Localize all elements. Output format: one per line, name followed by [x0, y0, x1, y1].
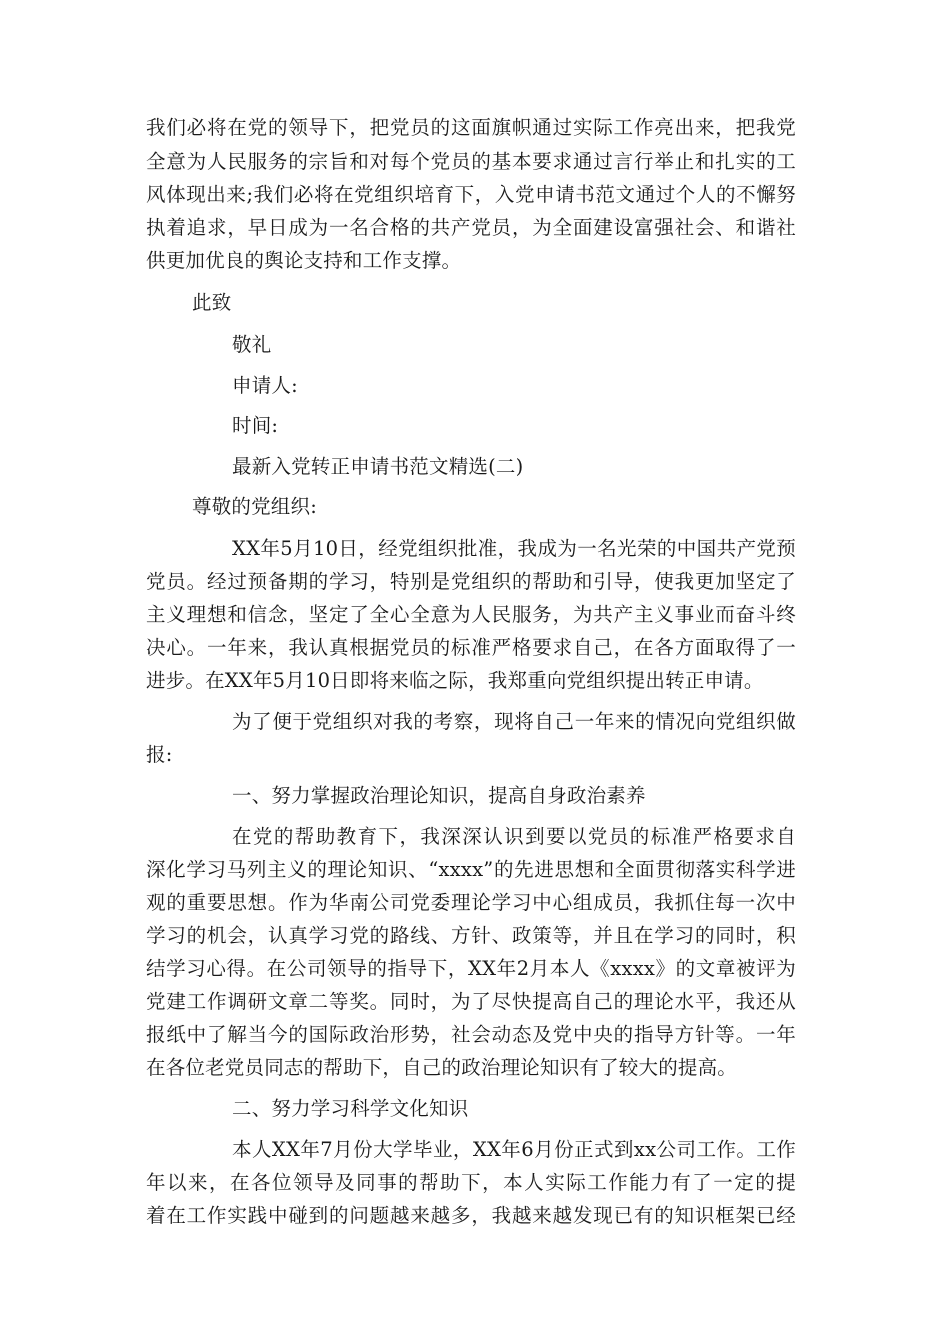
paragraph-line: 报纸中了解当今的国际政治形势，社会动态及党中央的指导方针等。一年 — [146, 1023, 796, 1046]
closing-salutation: 此致 — [192, 291, 232, 314]
paragraph-line: 在各位老党员同志的帮助下，自己的政治理论知识有了较大的提高。 — [146, 1056, 738, 1079]
paragraph-line: 为了便于党组织对我的考察，现将自己一年来的情况向党组织做 — [232, 710, 796, 733]
paragraph-line: 决心。一年来，我认真根据党员的标准严格要求自己，在各方面取得了一 — [146, 636, 796, 659]
paragraph-line: 风体现出来;我们必将在党组织培育下，入党申请书范文通过个人的不懈努 — [146, 183, 796, 206]
paragraph-line: 本人XX年7月份大学毕业，XX年6月份正式到xx公司工作。工作 — [232, 1138, 796, 1161]
paragraph-line: 在党的帮助教育下，我深深认识到要以党员的标准严格要求自 — [232, 825, 796, 848]
section-title: 最新入党转正申请书范文精选(二) — [232, 455, 524, 478]
paragraph-line: 年以来，在各位领导及同事的帮助下，本人实际工作能力有了一定的提 — [146, 1171, 796, 1194]
paragraph-line: 深化学习马列主义的理论知识、“xxxx”的先进思想和全面贯彻落实科学进 — [146, 858, 796, 881]
paragraph-line: 主义理想和信念，坚定了全心全意为人民服务，为共产主义事业而奋斗终 — [146, 603, 796, 626]
paragraph-line: 执着追求，早日成为一名合格的共产党员，为全面建设富强社会、和谐社 — [146, 216, 796, 239]
paragraph-line: 我们必将在党的领导下，把党员的这面旗帜通过实际工作亮出来，把我党 — [146, 116, 796, 139]
applicant-label: 申请人: — [232, 374, 298, 397]
date-label: 时间: — [232, 414, 279, 437]
closing-regards: 敬礼 — [232, 333, 272, 356]
greeting: 尊敬的党组织: — [192, 495, 317, 518]
section-heading: 二、努力学习科学文化知识 — [232, 1097, 469, 1120]
section-heading: 一、努力掌握政治理论知识，提高自身政治素养 — [232, 784, 646, 807]
paragraph-line: 全意为人民服务的宗旨和对每个党员的基本要求通过言行举止和扎实的工 — [146, 150, 796, 173]
paragraph-line: 党员。经过预备期的学习，特别是党组织的帮助和引导，使我更加坚定了 — [146, 570, 796, 593]
paragraph-line: 结学习心得。在公司领导的指导下，XX年2月本人《xxxx》的文章被评为 — [146, 957, 796, 980]
paragraph-line: 进步。在XX年5月10日即将来临之际，我郑重向党组织提出转正申请。 — [146, 669, 764, 692]
paragraph-line: 学习的机会，认真学习党的路线、方针、政策等，并且在学习的同时，积 — [146, 924, 796, 947]
paragraph-line: 党建工作调研文章二等奖。同时，为了尽快提高自己的理论水平，我还从 — [146, 990, 796, 1013]
paragraph-line: 着在工作实践中碰到的问题越来越多，我越来越发现已有的知识框架已经 — [146, 1204, 796, 1227]
paragraph-line: XX年5月10日，经党组织批准，我成为一名光荣的中国共产党预 — [232, 537, 796, 560]
paragraph-line: 报: — [146, 743, 173, 766]
paragraph-line: 观的重要思想。作为华南公司党委理论学习中心组成员，我抓住每一次中 — [146, 891, 796, 914]
paragraph-line: 供更加优良的舆论支持和工作支撑。 — [146, 249, 462, 272]
